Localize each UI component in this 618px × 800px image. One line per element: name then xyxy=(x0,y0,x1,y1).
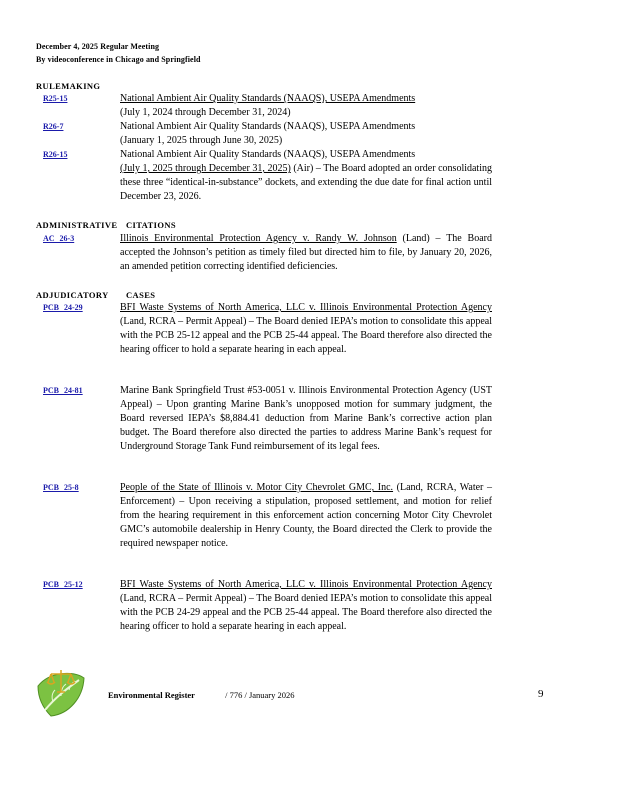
entry-text: (Land, RCRA – Permit Appeal) – The Board denied IEPA’s motion to consolidate this appeal with the PCB 24-29 appeal and the PCB 25-44 appeal. The Board therefore also directed the hearing officer to hold a separate hearing in each appeal. xyxy=(120,593,492,632)
case-title-cont: (July 1, 2025 through December 31, 2025) xyxy=(120,163,291,174)
heading-part-1: ADMINISTRATIVE xyxy=(36,220,118,230)
case-title: Illinois Environmental Protection Agency v. Randy W. Johnson xyxy=(120,233,397,244)
docket-link-r26-7[interactable]: R26-7 xyxy=(43,122,64,131)
entry-body xyxy=(120,301,492,357)
entry-body xyxy=(120,148,492,204)
rulemaking-heading-label: RULEMAKING xyxy=(36,81,101,91)
entry-text: (Air) – The Board adopted an order consolidating these three “identical-in-substance” dockets, and extending the due date for final action until December 23, 2026. xyxy=(120,163,492,202)
entry-text: (Land) – The Board accepted the Johnson’s petition as timely filed but directed him to file, by January 20, 2026, an amended petition correcting identified deficiencies. xyxy=(120,233,492,272)
meeting-location: By videoconference in Chicago and Springfield xyxy=(36,55,201,64)
docket-link-r26-15[interactable]: R26-15 xyxy=(43,150,68,159)
footer-publication xyxy=(108,690,323,700)
case-title: BFI Waste Systems of North America, LLC v. Illinois Environmental Protection Agency xyxy=(120,579,492,590)
entry-body xyxy=(120,578,492,634)
entry-text: (Land, RCRA – Permit Appeal) – The Board denied IEPA’s motion to consolidate this appeal with the PCB 25-12 appeal and the PCB 25-44 appeal. The Board therefore also directed the hearing officer to hold a separate hearing in each appeal. xyxy=(120,316,492,355)
case-title: Marine Bank Springfield Trust #53-0051 v. Illinois Environmental Protection Agency xyxy=(120,385,467,396)
page-footer xyxy=(0,660,618,720)
heading-part-1: ADJUDICATORY xyxy=(36,290,109,300)
entry-text: (July 1, 2024 through December 31, 2024) xyxy=(120,107,291,118)
entry-body xyxy=(120,481,492,551)
case-title: BFI Waste Systems of North America, LLC v. Illinois Environmental Protection Agency xyxy=(120,302,492,313)
administrative-citations-heading xyxy=(36,220,177,230)
meeting-date: December 4, 2025 Regular Meeting xyxy=(36,42,160,51)
entry-body xyxy=(120,120,492,148)
rulemaking-heading xyxy=(36,81,100,91)
docket-link-pcb-24-29[interactable]: PCB 24-29 xyxy=(43,303,83,312)
case-title: People of the State of Illinois v. Motor City Chevrolet GMC, Inc. xyxy=(120,482,394,493)
docket-link-ac-26-3[interactable]: AC 26-3 xyxy=(43,234,75,243)
entry-text: (Land, RCRA, Water – Enforcement) – Upon receiving a stipulation, proposed settlement, and motion for relief from the hearing requirement in this enforcement action concerning Motor City Chevrolet GMC’s automobile dealership in Henry County, the Board directed the Clerk to provide the required newspaper notice. xyxy=(120,482,492,549)
entry-text: (January 1, 2025 through June 30, 2025) xyxy=(120,135,283,146)
meeting-header xyxy=(36,40,201,66)
entry-body xyxy=(120,384,492,454)
issue-number: / 776 / January 2026 xyxy=(225,690,295,700)
entry-body xyxy=(120,92,492,120)
docket-link-pcb-25-12[interactable]: PCB 25-12 xyxy=(43,580,83,589)
case-title: National Ambient Air Quality Standards (NAAQS), USEPA Amendments xyxy=(120,121,416,132)
docket-link-pcb-24-81[interactable]: PCB 24-81 xyxy=(43,386,83,395)
docket-link-r25-15[interactable]: R25-15 xyxy=(43,94,68,103)
docket-link-pcb-25-8[interactable]: PCB 25-8 xyxy=(43,483,79,492)
pollution-board-logo-icon xyxy=(35,664,87,718)
entry-text: (UST Appeal) – Upon granting Marine Bank’s unopposed motion for summary judgment, the Board reversed IEPA’s $8,884.41 deduction from Marine Bank’s corrective action plan budget. The Board therefore also directed the parties to address Marine Bank’s request for Underground Storage Tank Fund reimbursement of its legal fees. xyxy=(120,385,492,452)
entry-body xyxy=(120,232,492,274)
adjudicatory-cases-heading xyxy=(36,290,156,300)
heading-part-2: CITATIONS xyxy=(126,220,177,230)
page-number: 9 xyxy=(538,688,544,700)
case-title: National Ambient Air Quality Standards (NAAQS), USEPA Amendments xyxy=(120,149,416,160)
heading-part-2: CASES xyxy=(126,290,156,300)
publication-name: Environmental Register xyxy=(108,690,195,700)
case-title: National Ambient Air Quality Standards (NAAQS), USEPA Amendments xyxy=(120,93,416,104)
